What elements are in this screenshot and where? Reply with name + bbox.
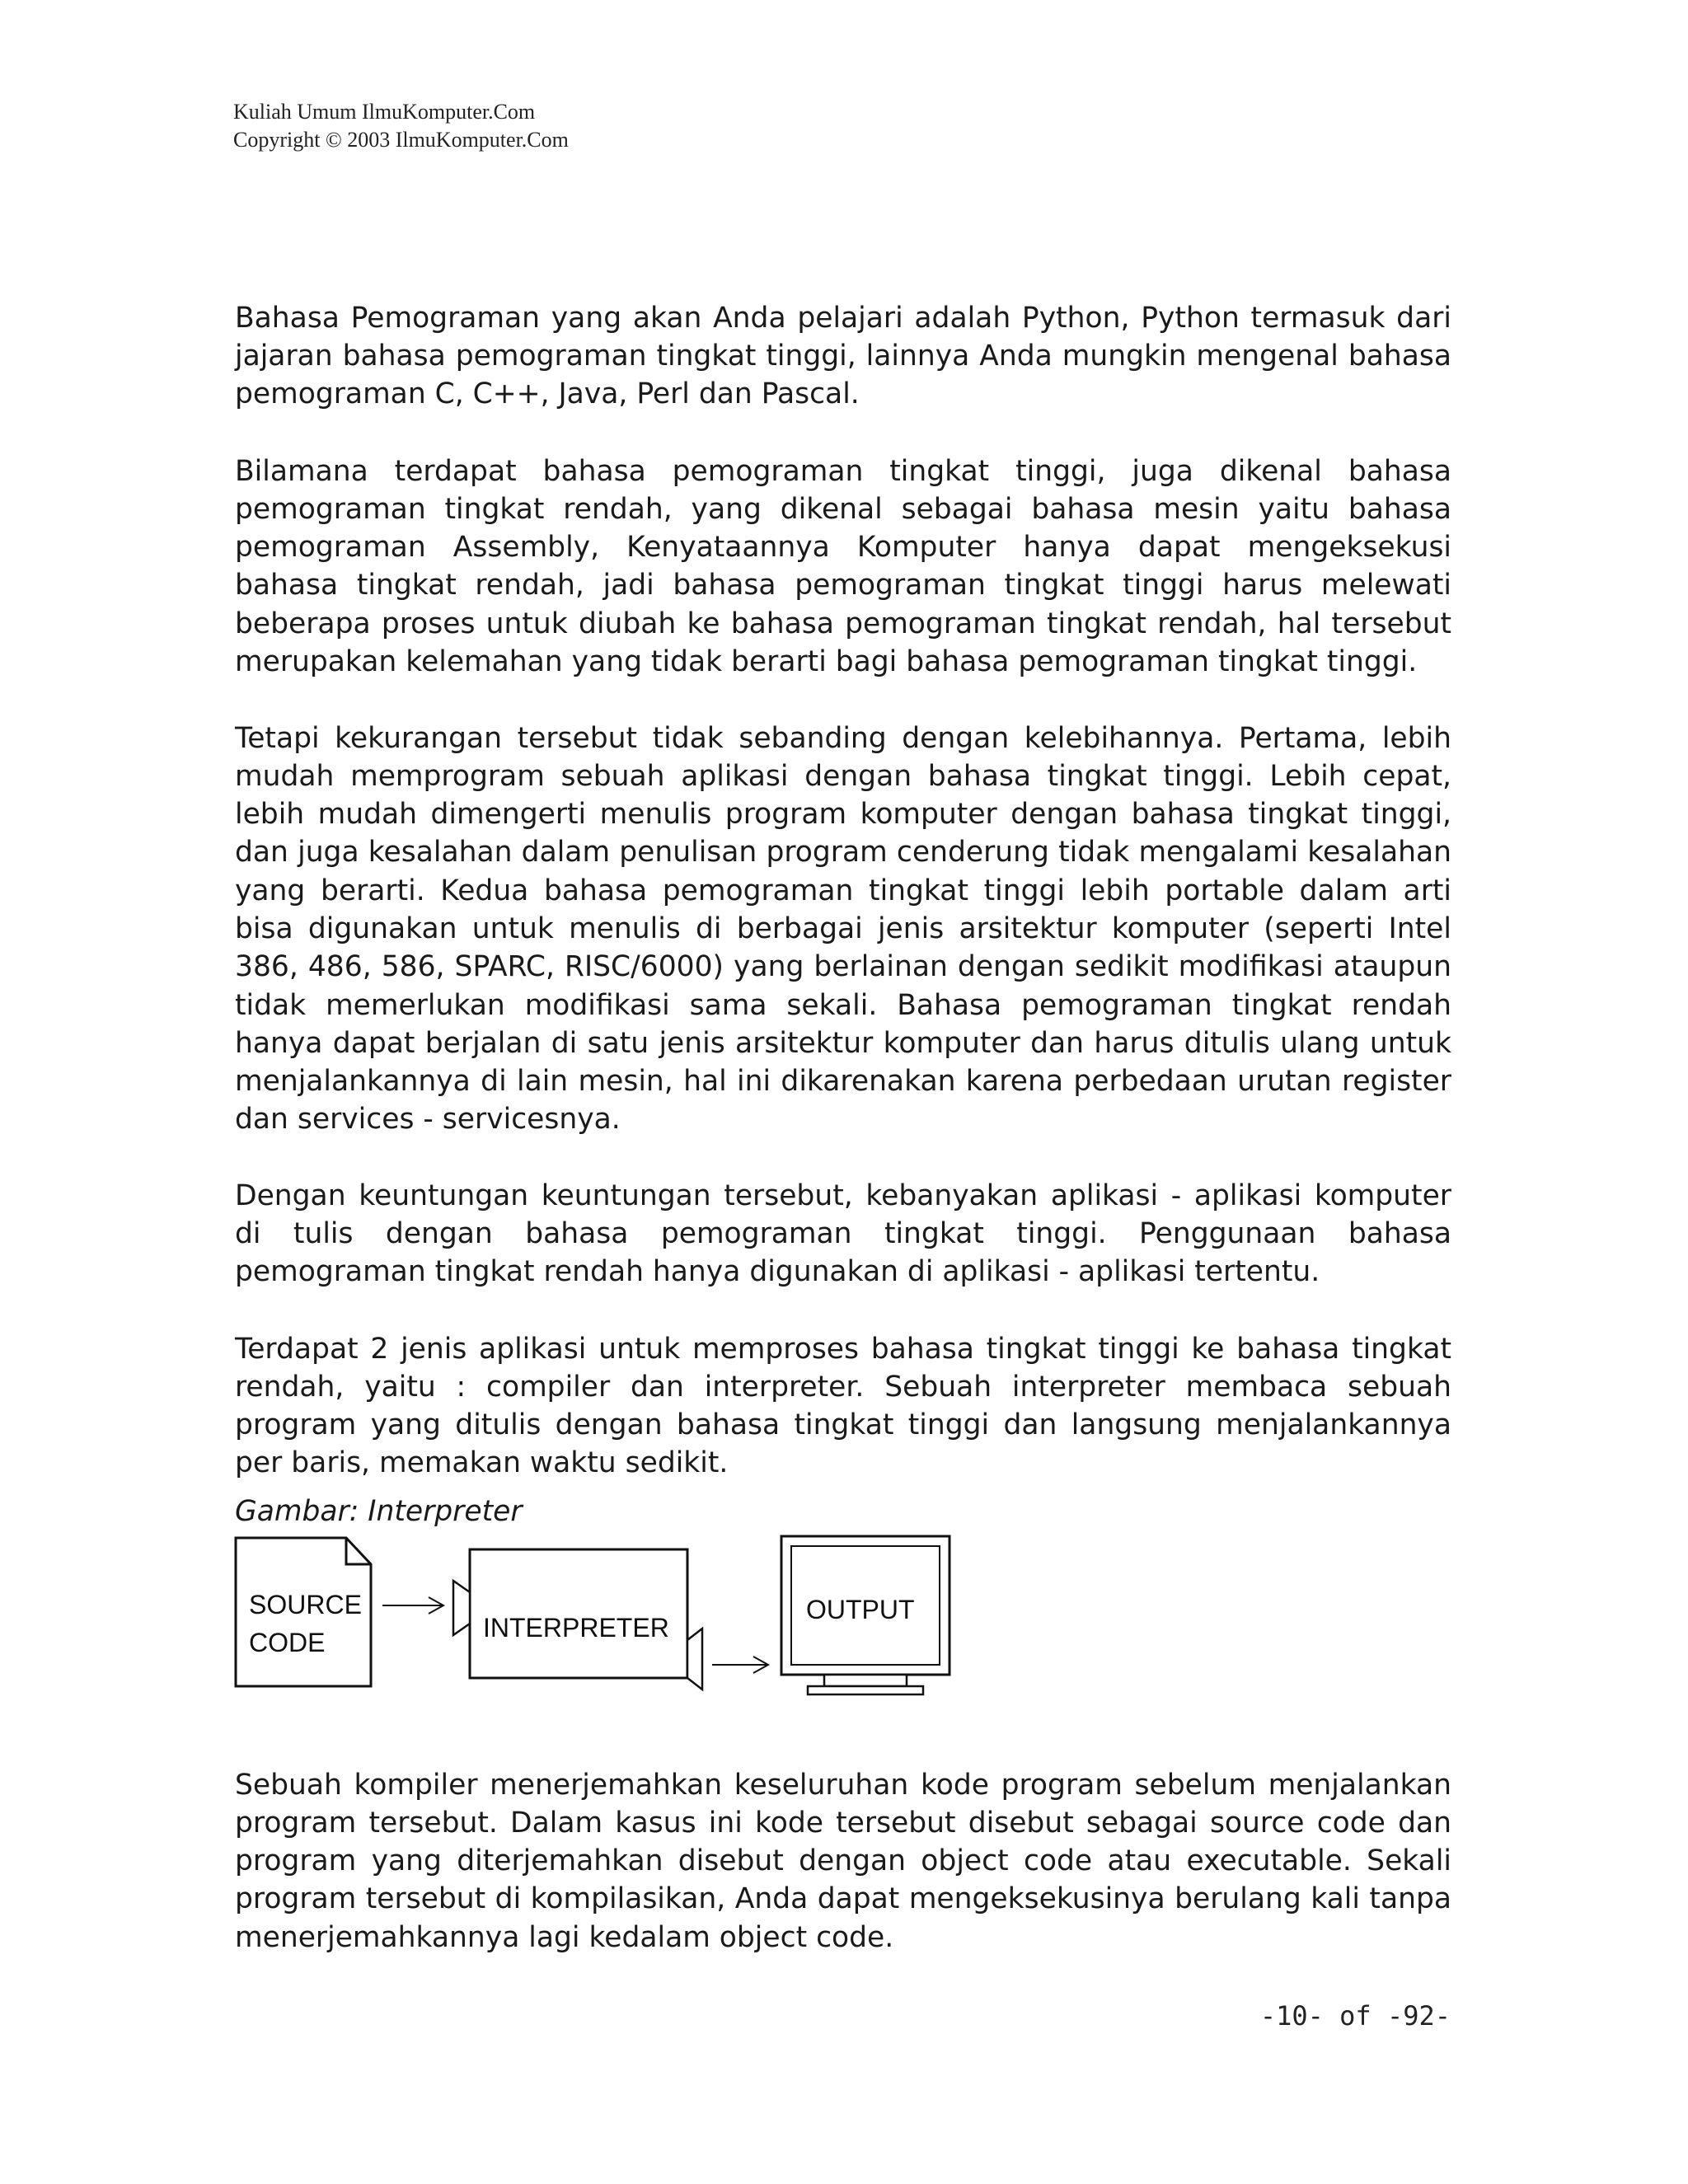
paragraph-high-level-usage: Dengan keuntungan keuntungan tersebut, kebanyakan aplikasi - aplikasi komputer di tulis dengan bahasa pemograman tingkat tinggi. Penggunaan bahasa pemograman tingkat rendah hanya digunakan di aplikasi - aplikasi tertentu. (235, 1179, 1451, 1289)
header-copyright: Copyright © 2003 IlmuKomputer.Com (233, 128, 569, 152)
interpreter-box (453, 1549, 702, 1690)
interpreter-label: INTERPRETER (483, 1613, 669, 1643)
arrow-right-icon (382, 1597, 443, 1614)
source-code-document-icon (236, 1538, 371, 1686)
monitor-icon (781, 1536, 950, 1694)
paragraph-compiler-interpreter: Terdapat 2 jenis aplikasi untuk memproses bahasa tingkat tinggi ke bahasa tingkat rendah, yaitu : compiler dan interpreter. Sebuah interpreter membaca sebuah program yang ditulis dengan bahasa tingkat tinggi dan langsung menjalankannya per baris, memakan waktu sedikit. (235, 1332, 1451, 1480)
paragraph-compiler-details: Sebuah kompiler menerjemahkan keseluruhan kode program sebelum menjalankan program tersebut. Dalam kasus ini kode tersebut disebut sebagai source code dan program yang diterjemahkan disebut dengan object code atau executable. Sekali program tersebut di kompilasikan, Anda dapat mengeksekusinya berulang kali tanpa menerjemahkannya lagi kedalam object code. (235, 1768, 1451, 1954)
paragraph-advantages: Tetapi kekurangan tersebut tidak sebanding dengan kelebihannya. Pertama, lebih mudah memprogram sebuah aplikasi dengan bahasa tingkat tinggi. Lebih cepat, lebih mudah dimengerti menulis program komputer dengan bahasa tingkat tinggi, dan juga kesalahan dalam penulisan program cenderung tidak mengalami kesalahan yang berarti. Kedua bahasa pemograman tingkat tinggi lebih portable dalam arti bisa digunakan untuk menulis di berbagai jenis arsitektur komputer (seperti Intel 386, 486, 586, SPARC, RISC/6000) yang berlainan dengan sedikit modifikasi ataupun tidak memerlukan modifikasi sama sekali. Bahasa pemograman tingkat rendah hanya dapat berjalan di satu jenis arsitektur komputer dan harus ditulis ulang untuk menjalankannya di lain mesin, hal ini dikarenakan karena perbedaan urutan register dan services - servicesnya. (235, 721, 1451, 1137)
paragraph-low-level-languages: Bilamana terdapat bahasa pemograman tingkat tinggi, juga dikenal bahasa pemograman tingkat rendah, yang dikenal sebagai bahasa mesin yaitu bahasa pemograman Assembly, Kenyataannya Komputer hanya dapat mengeksekusi bahasa tingkat rendah, jadi bahasa pemograman tingkat tinggi harus melewati beberapa proses untuk diubah ke bahasa pemograman tingkat rendah, hal tersebut merupakan kelemahan yang tidak berarti bagi bahasa pemograman tingkat tinggi. (235, 454, 1451, 678)
figure-caption: Gambar: Interpreter (235, 1495, 523, 1528)
output-label: OUTPUT (806, 1595, 915, 1624)
paragraph-python-intro: Bahasa Pemograman yang akan Anda pelajari adalah Python, Python termasuk dari jajaran bahasa pemograman tingkat tinggi, lainnya Anda mungkin mengenal bahasa pemograman C, C++, Java, Perl dan Pascal. (235, 301, 1451, 411)
arrow-right-icon (712, 1657, 768, 1673)
header-course-title: Kuliah Umum IlmuKomputer.Com (233, 100, 536, 124)
source-label-line2: CODE (249, 1628, 326, 1657)
interpreter-diagram (231, 1531, 973, 1721)
page-header (233, 98, 569, 154)
source-label-line1: SOURCE (249, 1590, 362, 1619)
page-number: -10- of -92- (1259, 2000, 1451, 2032)
